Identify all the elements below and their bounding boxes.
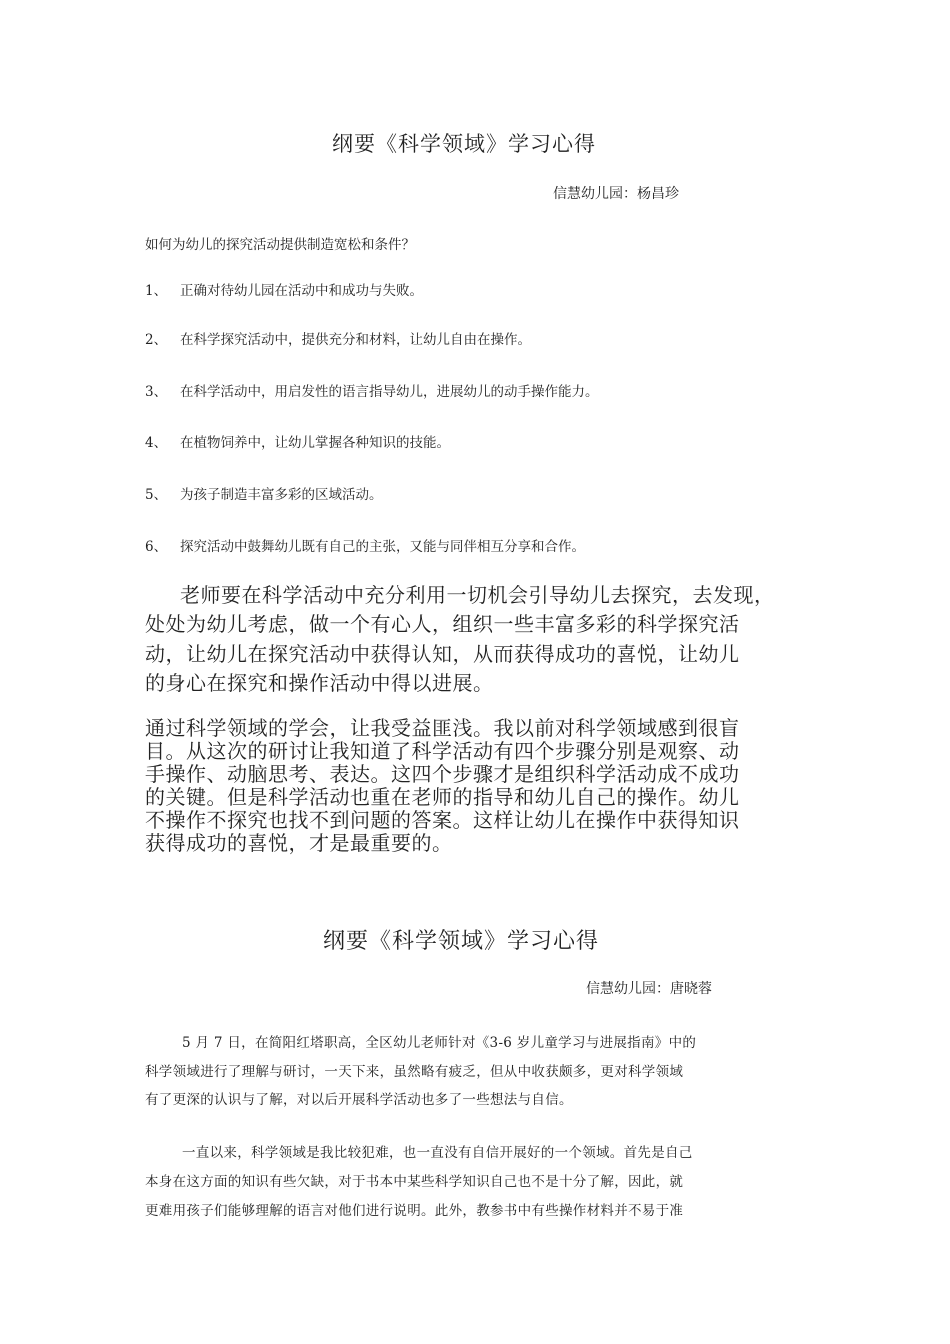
list-item-num: 4、 [145, 435, 168, 451]
list-item: 为孩子制造丰富多彩的区域活动。 [180, 487, 383, 503]
list-item: 正确对待幼儿园在活动中和成功与失败。 [180, 283, 423, 299]
paragraph-line: 本身在这方面的知识有些欠缺，对于书本中某些科学知识自己也不是十分了解，因此，就 [145, 1174, 684, 1190]
paragraph-line: 5 月 7 日，在简阳红塔职高，全区幼儿老师针对《3-6 岁儿童学习与进展指南》中的 [182, 1035, 697, 1051]
list-item: 在科学活动中，用启发性的语言指导幼儿，进展幼儿的动手操作能力。 [180, 384, 599, 400]
paragraph-line: 的身心在探究和操作活动中得以进展。 [145, 671, 494, 695]
paragraph-line: 的关键。但是科学活动也重在老师的指导和幼儿自己的操作。幼儿 [145, 785, 740, 809]
list-item: 探究活动中鼓舞幼儿既有自己的主张，又能与同伴相互分享和合作。 [180, 539, 585, 555]
list-item-num: 3、 [145, 384, 168, 400]
paragraph-line: 动，让幼儿在探究活动中获得认知，从而获得成功的喜悦，让幼儿 [145, 642, 740, 666]
paragraph-line: 目。从这次的研讨让我知道了科学活动有四个步骤分别是观察、动 [145, 739, 740, 763]
paragraph-line: 科学领域进行了理解与研讨，一天下来，虽然略有疲乏，但从中收获颇多，更对科学领域 [145, 1064, 684, 1080]
paragraph-line: 不操作不探究也找不到问题的答案。这样让幼儿在操作中获得知识 [145, 808, 740, 832]
list-item-num: 2、 [145, 332, 168, 348]
doc1-question: 如何为幼儿的探究活动提供制造宽松和条件？ [145, 237, 415, 253]
paragraph-line: 获得成功的喜悦，才是最重要的。 [145, 831, 453, 855]
doc2-author: 信慧幼儿园：唐晓蓉 [586, 981, 712, 997]
doc1-author: 信慧幼儿园：杨昌珍 [553, 186, 679, 202]
doc1-title: 纲要《科学领域》学习心得 [332, 132, 596, 156]
list-item: 在科学探究活动中，提供充分和材料，让幼儿自由在操作。 [180, 332, 531, 348]
list-item-num: 5、 [145, 487, 168, 503]
doc2-title: 纲要《科学领域》学习心得 [323, 929, 600, 954]
list-item-num: 6、 [145, 539, 168, 555]
paragraph-line: 老师要在科学活动中充分利用一切机会引导幼儿去探究，去发现， [180, 583, 775, 607]
paragraph-line: 通过科学领域的学会，让我受益匪浅。我以前对科学领域感到很盲 [145, 716, 740, 740]
paragraph-line: 一直以来，科学领域是我比较犯难，也一直没有自信开展好的一个领域。首先是自己 [182, 1145, 693, 1161]
list-item: 在植物饲养中，让幼儿掌握各种知识的技能。 [180, 435, 450, 451]
paragraph-line: 处处为幼儿考虑，做一个有心人，组织一些丰富多彩的科学探究活 [145, 612, 740, 636]
paragraph-line: 有了更深的认识与了解，对以后开展科学活动也多了一些想法与自信。 [145, 1092, 573, 1108]
paragraph-line: 手操作、动脑思考、表达。这四个步骤才是组织科学活动成不成功 [145, 762, 740, 786]
list-item-num: 1、 [145, 283, 168, 299]
paragraph-line: 更难用孩子们能够理解的语言对他们进行说明。此外，教参书中有些操作材料并不易于准 [145, 1203, 684, 1219]
